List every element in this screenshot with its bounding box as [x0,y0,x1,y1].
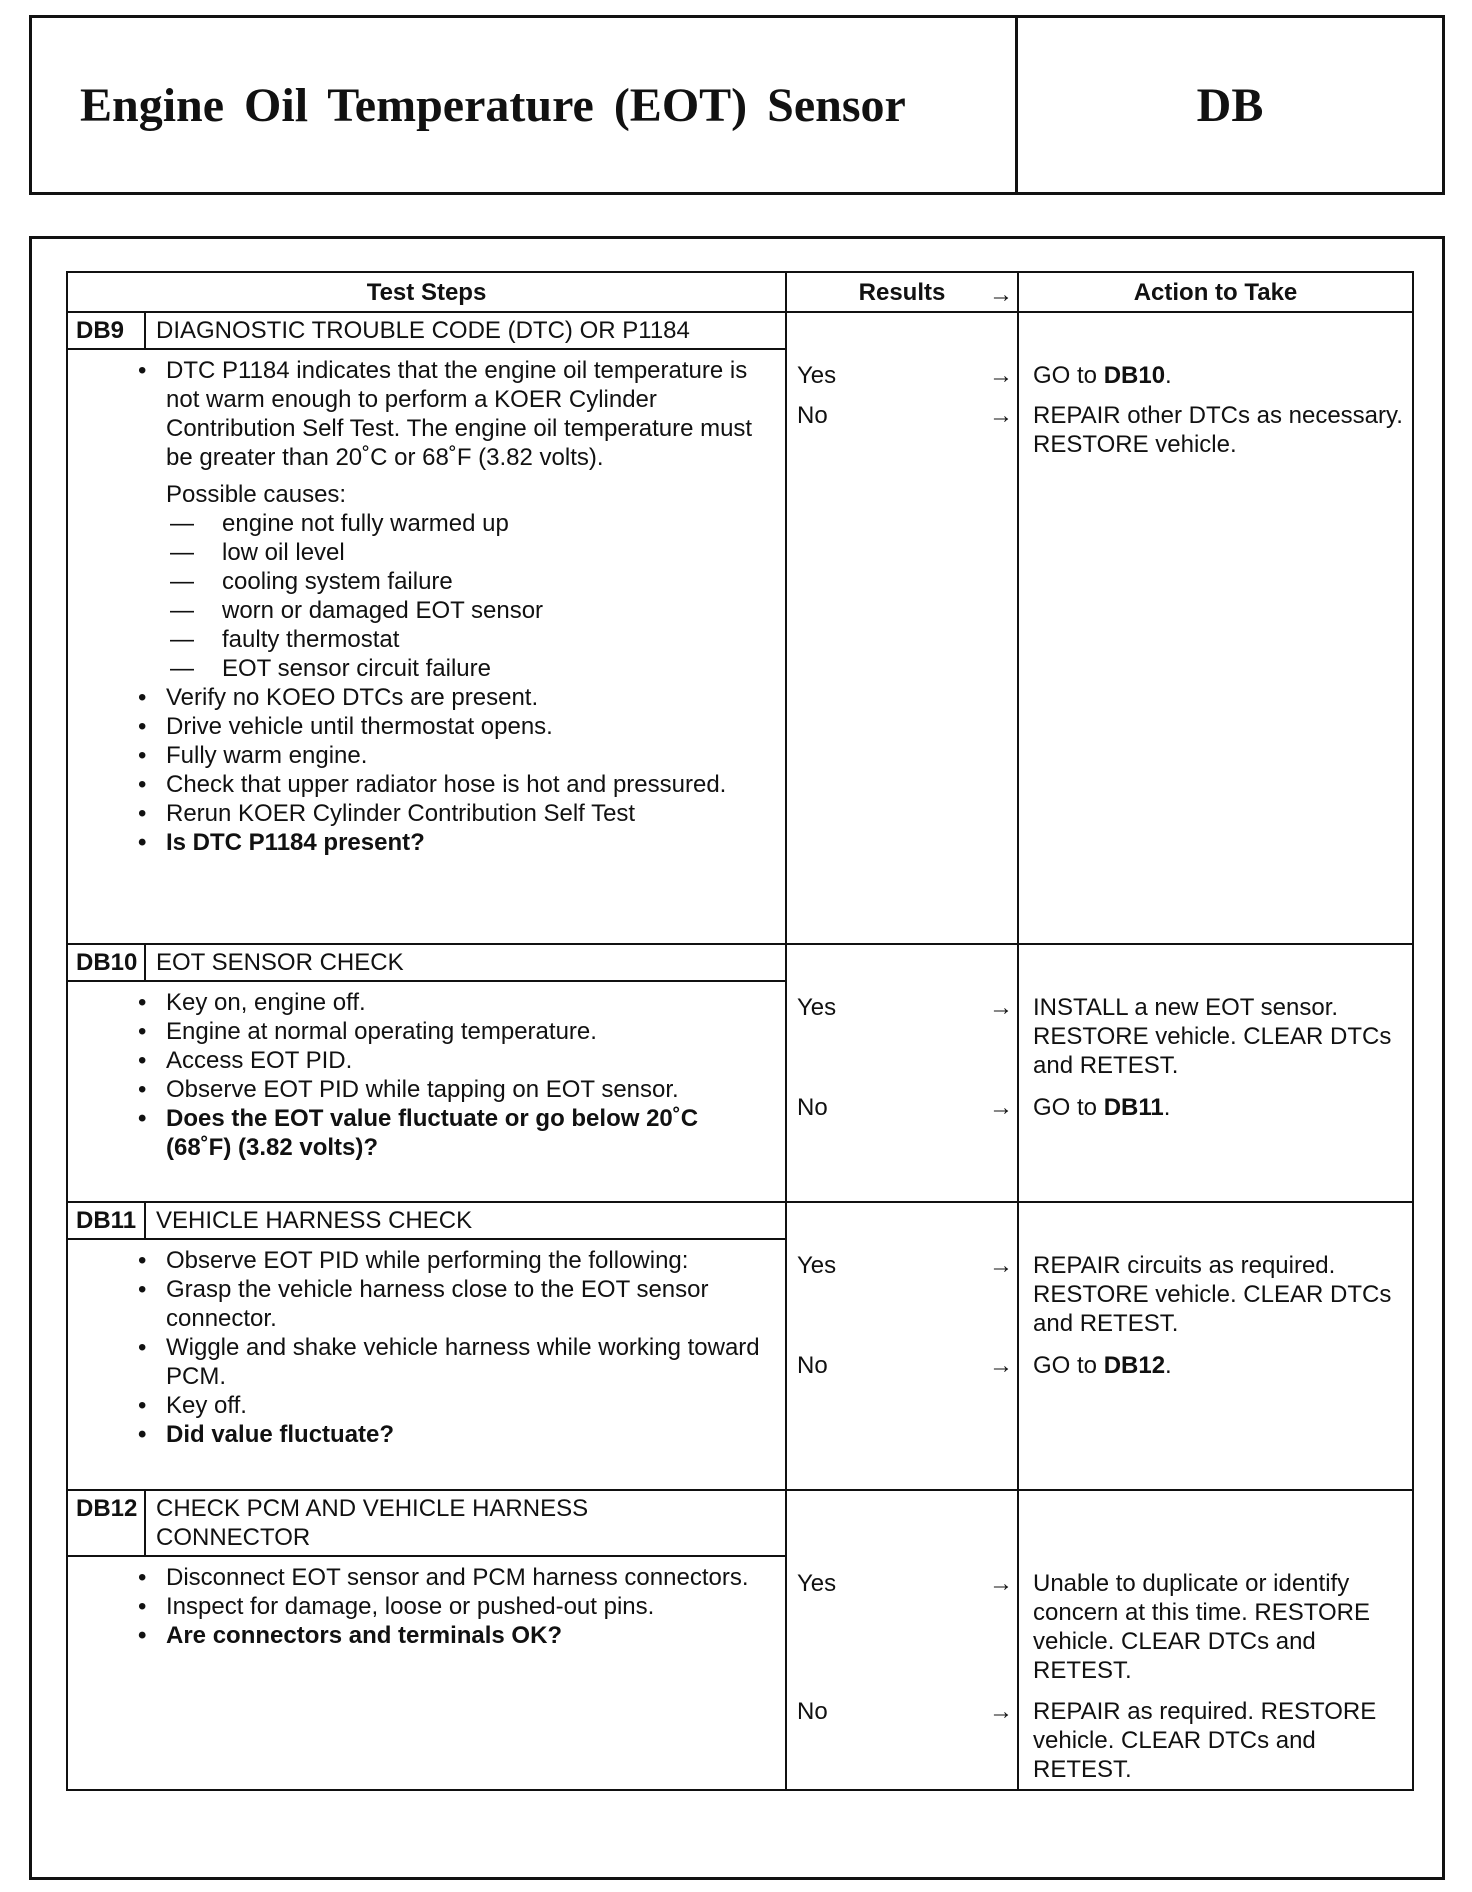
list-item: • Grasp the vehicle harness close to the EOT sensor connector. [138,1276,709,1332]
list-item: • Verify no KOEO DTCs are present. [138,684,539,711]
arrow-right-icon: → [989,1698,1013,1725]
list-item: • Drive vehicle until thermostat opens. [138,713,553,740]
test-steps-cell [67,944,786,1202]
column-header-test-steps: Test Steps [67,272,786,312]
step-body [68,350,785,861]
list-item: • Key on, engine off. [138,989,366,1016]
column-header-results [786,272,1018,312]
action-cell [1018,1490,1413,1790]
step-title: VEHICLE HARNESS CHECK [156,1207,473,1234]
cause-item: — faulty thermostat [170,626,400,653]
step-row-db10 [67,944,1413,1202]
list-item: • Observe EOT PID while performing the following: [138,1247,689,1274]
step-row-db12 [67,1490,1413,1790]
column-header-action: Action to Take [1018,272,1413,312]
arrow-right-icon: → [989,362,1013,389]
page-header [29,15,1445,195]
action-cell [1018,944,1413,1202]
list-item: • DTC P1184 indicates that the engine oil temperature is not warm enough to perform a KOER Cylinder Contribution Self Test. The engine oil temperature must be greater than 20˚C or 68˚F (3.82 volts). [138,357,753,471]
arrow-right-icon: → [989,1094,1013,1121]
step-row-db9 [67,312,1413,944]
result-yes: Yes → [797,362,1013,389]
test-steps-cell [67,1490,786,1790]
page-title: Engine Oil Temperature (EOT) Sensor [32,18,1018,192]
list-item: • Observe EOT PID while tapping on EOT sensor. [138,1076,679,1103]
step-body [68,1557,785,1654]
test-steps-table [66,271,1414,1791]
action-yes: GO to DB10. [1033,362,1172,389]
step-body [68,982,785,1166]
step-header [68,945,785,982]
action-cell [1018,312,1413,944]
results-cell [786,1490,1018,1790]
action-no: REPAIR as required. RESTORE vehicle. CLEAR DTCs and RETEST. [1033,1698,1377,1783]
action-no: GO to DB12. [1033,1352,1172,1379]
arrow-right-icon: → [989,1352,1013,1379]
arrow-right-icon: → [989,1570,1013,1597]
step-id: DB9 [68,313,146,348]
step-title: DIAGNOSTIC TROUBLE CODE (DTC) OR P1184 [156,317,690,344]
step-id: DB12 [68,1491,146,1555]
arrow-right-icon: → [989,281,1013,308]
result-yes: Yes → [797,1252,1013,1279]
cause-item: — low oil level [170,539,345,566]
cause-item: — cooling system failure [170,568,453,595]
list-item: • Key off. [138,1392,247,1419]
cause-item: — worn or damaged EOT sensor [170,597,544,624]
step-question: • Did value fluctuate? [138,1421,395,1448]
action-yes: Unable to duplicate or identify concern at this time. RESTORE vehicle. CLEAR DTCs and RETEST. [1033,1570,1371,1684]
list-item: • Disconnect EOT sensor and PCM harness connectors. [138,1564,749,1591]
result-no: No → [797,1352,1013,1379]
step-row-db11 [67,1202,1413,1490]
step-title: CHECK PCM AND VEHICLE HARNESS CONNECTOR [156,1495,589,1551]
step-question: • Does the EOT value fluctuate or go below 20˚C (68˚F) (3.82 volts)? [138,1105,699,1161]
action-yes: REPAIR circuits as required. RESTORE vehicle. CLEAR DTCs and RETEST. [1033,1252,1392,1337]
step-header [68,313,785,350]
step-title: EOT SENSOR CHECK [156,949,404,976]
step-header [68,1203,785,1240]
table-header-row [67,272,1413,312]
step-body [68,1240,785,1453]
list-item: • Fully warm engine. [138,742,368,769]
test-steps-cell [67,1202,786,1490]
cause-item: — engine not fully warmed up [170,510,509,537]
action-no: REPAIR other DTCs as necessary. RESTORE vehicle. [1033,402,1403,458]
list-item: • Wiggle and shake vehicle harness while working toward PCM. [138,1334,760,1390]
result-no: No → [797,1094,1013,1121]
arrow-right-icon: → [989,402,1013,429]
list-item: • Access EOT PID. [138,1047,353,1074]
step-id: DB10 [68,945,146,980]
section-code: DB [1196,78,1264,132]
possible-causes-label: Possible causes: [166,481,347,508]
test-steps-cell [67,312,786,944]
content-frame [29,236,1445,1880]
results-label: Results [858,278,946,306]
action-yes: INSTALL a new EOT sensor. RESTORE vehicle. CLEAR DTCs and RETEST. [1033,994,1392,1079]
cause-item: — EOT sensor circuit failure [170,655,491,682]
results-cell [786,944,1018,1202]
result-no: No → [797,402,1013,429]
step-header [68,1491,785,1557]
step-id: DB11 [68,1203,146,1238]
action-cell [1018,1202,1413,1490]
results-cell [786,1202,1018,1490]
action-no: GO to DB11. [1033,1094,1171,1121]
arrow-right-icon: → [989,994,1013,1021]
list-item: • Inspect for damage, loose or pushed-out pins. [138,1593,655,1620]
list-item: • Rerun KOER Cylinder Contribution Self Test [138,800,636,827]
result-no: No → [797,1698,1013,1725]
step-question: • Are connectors and terminals OK? [138,1622,563,1649]
list-item: • Engine at normal operating temperature. [138,1018,597,1045]
result-yes: Yes → [797,994,1013,1021]
list-item: • Check that upper radiator hose is hot and pressured. [138,771,727,798]
arrow-right-icon: → [989,1252,1013,1279]
results-cell [786,312,1018,944]
result-yes: Yes → [797,1570,1013,1597]
step-question: • Is DTC P1184 present? [138,829,425,856]
